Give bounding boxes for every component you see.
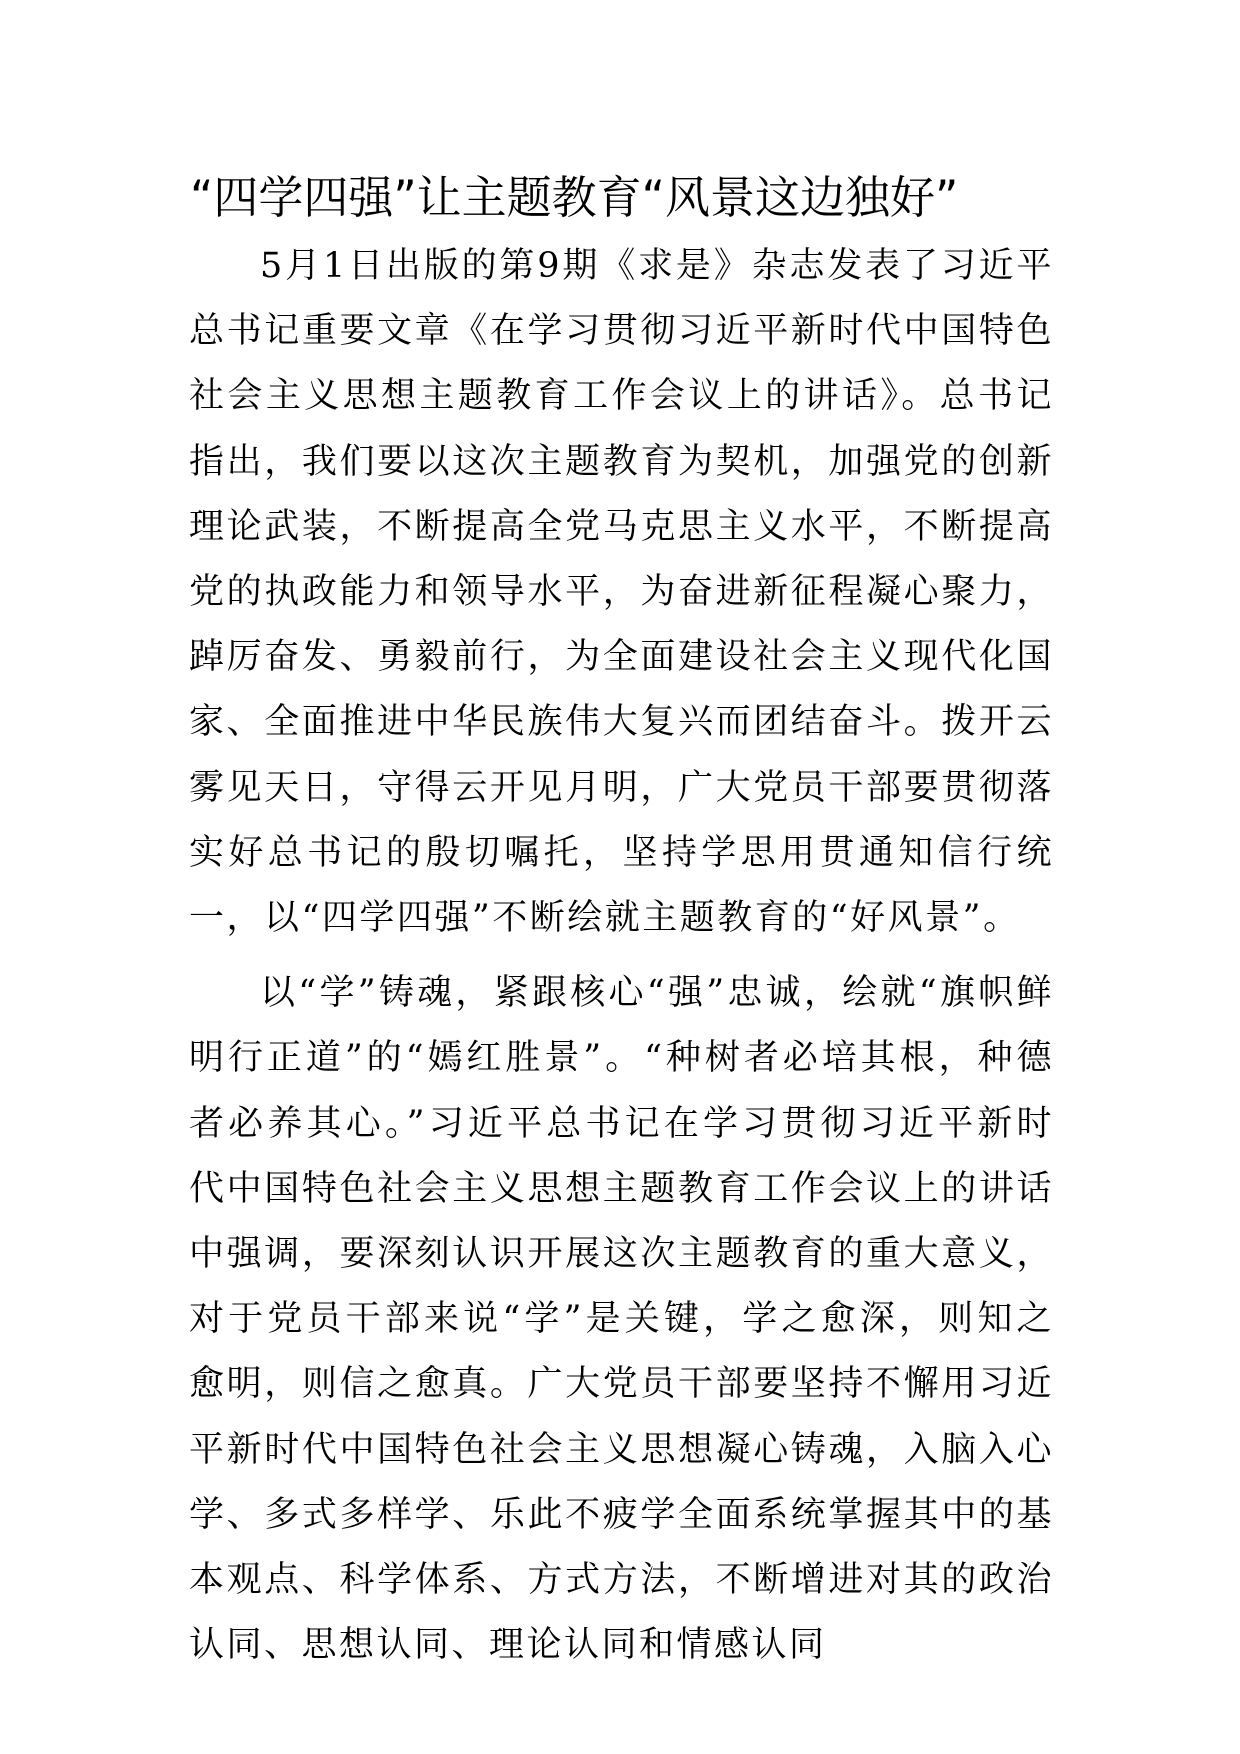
body-paragraph-1: 5月1日出版的第9期《求是》杂志发表了习近平总书记重要文章《在学习贯彻习近平新时代中国特色社会主义思想主题教育工作会议上的讲话》。总书记指出，我们要以这次主题教育为契机，加强党的创新理论武装，不断提高全党马克思主义水平，不断提高党的执政能力和领导水平，为奋进新征程凝心聚力，踔厉奋发、勇毅前行，为全面建设社会主义现代化国家、全面推进中华民族伟大复兴而团结奋斗。拨开云雾见天日，守得云开见月明，广大党员干部要贯彻落实好总书记的殷切嘱托，坚持学思用贯通知信行统一，以“四学四强”不断绘就主题教育的“好风景”。	[189, 246, 1054, 939]
body-paragraph-2: 以“学”铸魂，紧跟核心“强”忠诚，绘就“旗帜鲜明行正道”的“嫣红胜景”。“种树者必培其根，种德者必养其心。”习近平总书记在学习贯彻习近平新时代中国特色社会主义思想主题教育工作会议上的讲话中强调，要深刻认识开展这次主题教育的重大意义，对于党员干部来说“学”是关键，学之愈深，则知之愈明，则信之愈真。广大党员干部要坚持不懈用习近平新时代中国特色社会主义思想凝心铸魂，入脑入心学、多式多样学、乐此不疲学全面系统掌握其中的基本观点、科学体系、方式方法，不断增进对其的政治认同、思想认同、理论认同和情感认同	[189, 973, 1054, 1666]
document-body	[189, 234, 1054, 1678]
document-title: “四学四强”让主题教育“风景这边独好”	[190, 171, 959, 224]
